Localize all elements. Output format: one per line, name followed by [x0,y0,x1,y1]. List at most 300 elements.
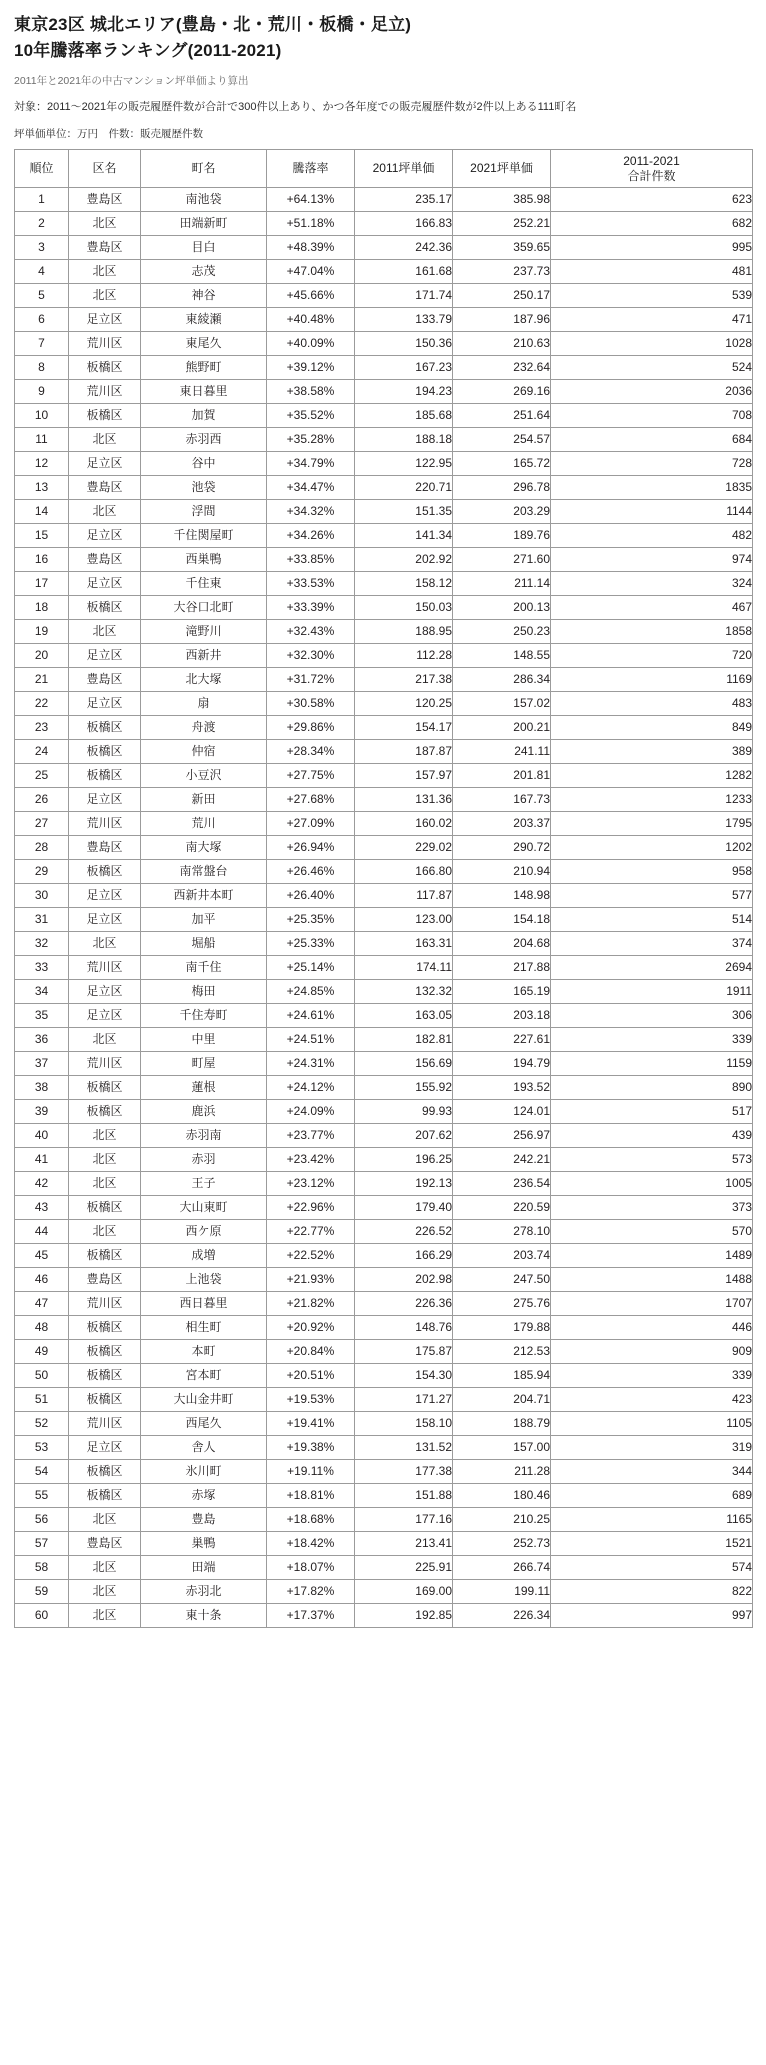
column-header-price-2011: 2011坪単価 [355,150,453,188]
cell-rank: 52 [15,1412,69,1436]
cell-town: 小豆沢 [141,764,267,788]
cell-price-2011: 229.02 [355,836,453,860]
table-row [15,908,753,932]
table-row [15,404,753,428]
cell-rate: +34.47% [267,476,355,500]
cell-rank: 44 [15,1220,69,1244]
cell-price-2021: 271.60 [453,548,551,572]
cell-town: 豊島 [141,1508,267,1532]
cell-total-count: 339 [551,1364,753,1388]
cell-price-2011: 202.98 [355,1268,453,1292]
cell-price-2011: 169.00 [355,1580,453,1604]
cell-price-2021: 237.73 [453,260,551,284]
cell-price-2021: 252.73 [453,1532,551,1556]
cell-town: 千住関屋町 [141,524,267,548]
cell-rate: +17.37% [267,1604,355,1628]
cell-rate: +39.12% [267,356,355,380]
cell-ward: 板橋区 [69,740,141,764]
cell-price-2021: 157.00 [453,1436,551,1460]
cell-price-2011: 166.80 [355,860,453,884]
cell-town: 熊野町 [141,356,267,380]
cell-price-2011: 171.27 [355,1388,453,1412]
cell-rank: 50 [15,1364,69,1388]
table-row [15,1292,753,1316]
cell-rank: 41 [15,1148,69,1172]
cell-total-count: 514 [551,908,753,932]
cell-price-2011: 157.97 [355,764,453,788]
cell-ward: 北区 [69,932,141,956]
cell-total-count: 849 [551,716,753,740]
cell-total-count: 483 [551,692,753,716]
table-row [15,548,753,572]
cell-rank: 30 [15,884,69,908]
cell-price-2011: 131.52 [355,1436,453,1460]
cell-price-2021: 200.13 [453,596,551,620]
cell-price-2011: 177.38 [355,1460,453,1484]
cell-town: 新田 [141,788,267,812]
table-row [15,572,753,596]
cell-price-2011: 177.16 [355,1508,453,1532]
cell-town: 蓮根 [141,1076,267,1100]
cell-ward: 北区 [69,260,141,284]
cell-town: 目白 [141,236,267,260]
cell-town: 滝野川 [141,620,267,644]
cell-rank: 5 [15,284,69,308]
cell-price-2011: 171.74 [355,284,453,308]
cell-ward: 北区 [69,1508,141,1532]
cell-ward: 足立区 [69,572,141,596]
table-body [15,188,753,1628]
table-row [15,1268,753,1292]
cell-ward: 北区 [69,212,141,236]
cell-rank: 28 [15,836,69,860]
cell-price-2011: 150.36 [355,332,453,356]
cell-price-2011: 150.03 [355,596,453,620]
page-title [14,12,752,65]
cell-town: 赤塚 [141,1484,267,1508]
cell-total-count: 539 [551,284,753,308]
cell-rate: +21.82% [267,1292,355,1316]
cell-rank: 55 [15,1484,69,1508]
cell-price-2021: 203.18 [453,1004,551,1028]
table-row [15,476,753,500]
table-row [15,812,753,836]
cell-price-2021: 211.28 [453,1460,551,1484]
cell-rate: +34.79% [267,452,355,476]
cell-rank: 49 [15,1340,69,1364]
cell-ward: 荒川区 [69,1412,141,1436]
cell-rank: 3 [15,236,69,260]
cell-town: 東綾瀬 [141,308,267,332]
cell-total-count: 481 [551,260,753,284]
cell-price-2021: 251.64 [453,404,551,428]
cell-price-2011: 160.02 [355,812,453,836]
cell-ward: 板橋区 [69,1340,141,1364]
cell-price-2011: 158.12 [355,572,453,596]
cell-town: 千住東 [141,572,267,596]
cell-rate: +19.11% [267,1460,355,1484]
table-row [15,620,753,644]
table-row [15,356,753,380]
cell-price-2021: 359.65 [453,236,551,260]
table-row [15,1580,753,1604]
cell-price-2021: 227.61 [453,1028,551,1052]
cell-town: 町屋 [141,1052,267,1076]
cell-rate: +23.42% [267,1148,355,1172]
cell-town: 相生町 [141,1316,267,1340]
cell-total-count: 623 [551,188,753,212]
cell-rate: +24.85% [267,980,355,1004]
cell-rank: 40 [15,1124,69,1148]
cell-total-count: 373 [551,1196,753,1220]
cell-ward: 荒川区 [69,380,141,404]
cell-ward: 板橋区 [69,596,141,620]
cell-ward: 北区 [69,1148,141,1172]
cell-price-2011: 167.23 [355,356,453,380]
cell-town: 南千住 [141,956,267,980]
cell-price-2011: 207.62 [355,1124,453,1148]
cell-town: 王子 [141,1172,267,1196]
cell-rate: +18.07% [267,1556,355,1580]
table-row [15,1388,753,1412]
cell-town: 堀船 [141,932,267,956]
cell-price-2021: 242.21 [453,1148,551,1172]
cell-rate: +20.51% [267,1364,355,1388]
cell-total-count: 682 [551,212,753,236]
cell-rank: 2 [15,212,69,236]
cell-rate: +24.51% [267,1028,355,1052]
table-row [15,188,753,212]
cell-price-2021: 250.17 [453,284,551,308]
cell-rank: 34 [15,980,69,1004]
cell-rank: 22 [15,692,69,716]
cell-price-2021: 204.68 [453,932,551,956]
cell-town: 加平 [141,908,267,932]
cell-rate: +19.53% [267,1388,355,1412]
cell-town: 志茂 [141,260,267,284]
cell-rate: +23.12% [267,1172,355,1196]
cell-total-count: 570 [551,1220,753,1244]
cell-total-count: 1144 [551,500,753,524]
cell-rank: 25 [15,764,69,788]
cell-price-2021: 157.02 [453,692,551,716]
cell-total-count: 517 [551,1100,753,1124]
cell-ward: 板橋区 [69,356,141,380]
cell-rate: +40.48% [267,308,355,332]
cell-town: 西日暮里 [141,1292,267,1316]
cell-town: 梅田 [141,980,267,1004]
table-row [15,1100,753,1124]
table-row [15,380,753,404]
cell-ward: 豊島区 [69,236,141,260]
cell-rate: +24.61% [267,1004,355,1028]
cell-town: 千住寿町 [141,1004,267,1028]
cell-price-2011: 154.17 [355,716,453,740]
cell-ward: 板橋区 [69,404,141,428]
table-row [15,1532,753,1556]
table-row [15,1508,753,1532]
cell-rate: +34.32% [267,500,355,524]
cell-total-count: 909 [551,1340,753,1364]
table-row [15,836,753,860]
table-row [15,788,753,812]
cell-price-2011: 188.95 [355,620,453,644]
cell-total-count: 1233 [551,788,753,812]
cell-total-count: 684 [551,428,753,452]
table-row [15,1148,753,1172]
cell-rank: 18 [15,596,69,620]
cell-price-2011: 163.05 [355,1004,453,1028]
cell-price-2021: 275.76 [453,1292,551,1316]
cell-ward: 北区 [69,1028,141,1052]
cell-ward: 板橋区 [69,1076,141,1100]
cell-total-count: 389 [551,740,753,764]
cell-total-count: 1911 [551,980,753,1004]
cell-total-count: 467 [551,596,753,620]
column-header-total-count-line-2: 合計件数 [627,168,676,183]
table-row [15,884,753,908]
cell-rank: 60 [15,1604,69,1628]
cell-rate: +45.66% [267,284,355,308]
cell-ward: 北区 [69,1556,141,1580]
cell-rate: +40.09% [267,332,355,356]
cell-price-2021: 266.74 [453,1556,551,1580]
cell-price-2011: 213.41 [355,1532,453,1556]
table-row [15,1460,753,1484]
cell-price-2021: 286.34 [453,668,551,692]
page-subtitle: 2011年と2021年の中古マンション坪単価より算出 [14,74,249,87]
cell-price-2021: 256.97 [453,1124,551,1148]
cell-rate: +31.72% [267,668,355,692]
cell-price-2021: 200.21 [453,716,551,740]
cell-total-count: 974 [551,548,753,572]
cell-price-2011: 202.92 [355,548,453,572]
cell-price-2021: 269.16 [453,380,551,404]
cell-rate: +18.81% [267,1484,355,1508]
cell-price-2021: 189.76 [453,524,551,548]
cell-price-2021: 124.01 [453,1100,551,1124]
cell-total-count: 958 [551,860,753,884]
cell-ward: 板橋区 [69,1196,141,1220]
cell-price-2021: 154.18 [453,908,551,932]
cell-price-2011: 179.40 [355,1196,453,1220]
table-row [15,1316,753,1340]
cell-price-2011: 175.87 [355,1340,453,1364]
table-row [15,1412,753,1436]
cell-ward: 豊島区 [69,548,141,572]
cell-town: 西ケ原 [141,1220,267,1244]
cell-price-2021: 217.88 [453,956,551,980]
cell-price-2011: 192.85 [355,1604,453,1628]
cell-rate: +24.09% [267,1100,355,1124]
cell-price-2021: 204.71 [453,1388,551,1412]
cell-price-2021: 194.79 [453,1052,551,1076]
cell-price-2021: 212.53 [453,1340,551,1364]
cell-rank: 39 [15,1100,69,1124]
cell-price-2011: 196.25 [355,1148,453,1172]
cell-price-2011: 187.87 [355,740,453,764]
cell-rank: 43 [15,1196,69,1220]
cell-ward: 荒川区 [69,1292,141,1316]
cell-rate: +35.52% [267,404,355,428]
cell-total-count: 319 [551,1436,753,1460]
ranking-table [14,149,753,1628]
cell-price-2021: 148.55 [453,644,551,668]
cell-rank: 12 [15,452,69,476]
cell-rate: +27.68% [267,788,355,812]
cell-town: 浮間 [141,500,267,524]
cell-ward: 荒川区 [69,1052,141,1076]
cell-town: 西巣鴨 [141,548,267,572]
cell-rate: +17.82% [267,1580,355,1604]
cell-rank: 8 [15,356,69,380]
cell-rank: 1 [15,188,69,212]
cell-rate: +26.94% [267,836,355,860]
cell-price-2021: 247.50 [453,1268,551,1292]
column-header-total-count-line-1: 2011-2021 [623,153,680,168]
cell-price-2011: 166.83 [355,212,453,236]
cell-rank: 46 [15,1268,69,1292]
table-row [15,260,753,284]
cell-rank: 29 [15,860,69,884]
cell-price-2021: 165.19 [453,980,551,1004]
cell-town: 赤羽西 [141,428,267,452]
cell-ward: 足立区 [69,644,141,668]
table-row [15,1172,753,1196]
cell-price-2021: 165.72 [453,452,551,476]
cell-ward: 板橋区 [69,1100,141,1124]
table-row [15,428,753,452]
table-row [15,1004,753,1028]
cell-rank: 21 [15,668,69,692]
cell-town: 大山東町 [141,1196,267,1220]
cell-total-count: 446 [551,1316,753,1340]
cell-total-count: 577 [551,884,753,908]
column-header-price-2021: 2021坪単価 [453,150,551,188]
cell-total-count: 439 [551,1124,753,1148]
cell-ward: 北区 [69,500,141,524]
cell-rate: +29.86% [267,716,355,740]
cell-rate: +24.31% [267,1052,355,1076]
table-row [15,212,753,236]
cell-price-2011: 158.10 [355,1412,453,1436]
cell-price-2021: 210.94 [453,860,551,884]
cell-rank: 27 [15,812,69,836]
page-title-line-2: 10年騰落率ランキング(2011-2021) [14,41,282,61]
cell-rank: 13 [15,476,69,500]
cell-price-2011: 226.36 [355,1292,453,1316]
cell-ward: 足立区 [69,1004,141,1028]
cell-rate: +27.75% [267,764,355,788]
cell-price-2021: 167.73 [453,788,551,812]
cell-town: 谷中 [141,452,267,476]
cell-price-2011: 117.87 [355,884,453,908]
cell-price-2011: 148.76 [355,1316,453,1340]
cell-town: 上池袋 [141,1268,267,1292]
cell-rank: 51 [15,1388,69,1412]
cell-price-2011: 182.81 [355,1028,453,1052]
cell-town: 田端 [141,1556,267,1580]
cell-total-count: 471 [551,308,753,332]
cell-total-count: 1489 [551,1244,753,1268]
cell-town: 東尾久 [141,332,267,356]
cell-rank: 15 [15,524,69,548]
cell-ward: 板橋区 [69,860,141,884]
cell-rank: 31 [15,908,69,932]
cell-price-2011: 188.18 [355,428,453,452]
cell-town: 田端新町 [141,212,267,236]
cell-town: 大谷口北町 [141,596,267,620]
cell-rate: +28.34% [267,740,355,764]
cell-rate: +26.40% [267,884,355,908]
cell-rate: +33.53% [267,572,355,596]
table-row [15,716,753,740]
cell-rate: +24.12% [267,1076,355,1100]
cell-price-2011: 185.68 [355,404,453,428]
cell-price-2021: 220.59 [453,1196,551,1220]
cell-rate: +64.13% [267,188,355,212]
cell-ward: 板橋区 [69,764,141,788]
cell-rank: 57 [15,1532,69,1556]
cell-rank: 33 [15,956,69,980]
cell-ward: 北区 [69,428,141,452]
cell-rank: 42 [15,1172,69,1196]
cell-ward: 足立区 [69,908,141,932]
table-row [15,764,753,788]
column-header-total-count [551,150,753,188]
cell-price-2021: 203.29 [453,500,551,524]
cell-price-2021: 278.10 [453,1220,551,1244]
cell-ward: 足立区 [69,788,141,812]
cell-ward: 板橋区 [69,1388,141,1412]
cell-total-count: 1707 [551,1292,753,1316]
cell-ward: 豊島区 [69,476,141,500]
cell-rank: 7 [15,332,69,356]
cell-price-2011: 194.23 [355,380,453,404]
cell-total-count: 2694 [551,956,753,980]
cell-rate: +47.04% [267,260,355,284]
cell-price-2011: 122.95 [355,452,453,476]
cell-rank: 45 [15,1244,69,1268]
cell-rank: 6 [15,308,69,332]
cell-price-2021: 254.57 [453,428,551,452]
cell-ward: 板橋区 [69,1364,141,1388]
cell-price-2011: 226.52 [355,1220,453,1244]
cell-total-count: 1488 [551,1268,753,1292]
cell-ward: 北区 [69,1220,141,1244]
cell-rank: 10 [15,404,69,428]
column-header-rate: 騰落率 [267,150,355,188]
cell-price-2011: 235.17 [355,188,453,212]
unit-note: 坪単価単位：万円 件数：販売履歴件数 [14,128,203,141]
cell-town: 成増 [141,1244,267,1268]
cell-rate: +32.30% [267,644,355,668]
cell-price-2011: 161.68 [355,260,453,284]
cell-town: 加賀 [141,404,267,428]
cell-town: 池袋 [141,476,267,500]
cell-town: 南常盤台 [141,860,267,884]
cell-price-2011: 99.93 [355,1100,453,1124]
cell-total-count: 1169 [551,668,753,692]
cell-total-count: 574 [551,1556,753,1580]
cell-town: 南池袋 [141,188,267,212]
cell-ward: 足立区 [69,884,141,908]
page-note: 対象：2011〜2021年の販売履歴件数が合計で300件以上あり、かつ各年度での販売履歴件数が2件以上ある111町名 [14,101,577,114]
cell-price-2021: 188.79 [453,1412,551,1436]
cell-town: 中里 [141,1028,267,1052]
cell-town: 本町 [141,1340,267,1364]
cell-rate: +23.77% [267,1124,355,1148]
